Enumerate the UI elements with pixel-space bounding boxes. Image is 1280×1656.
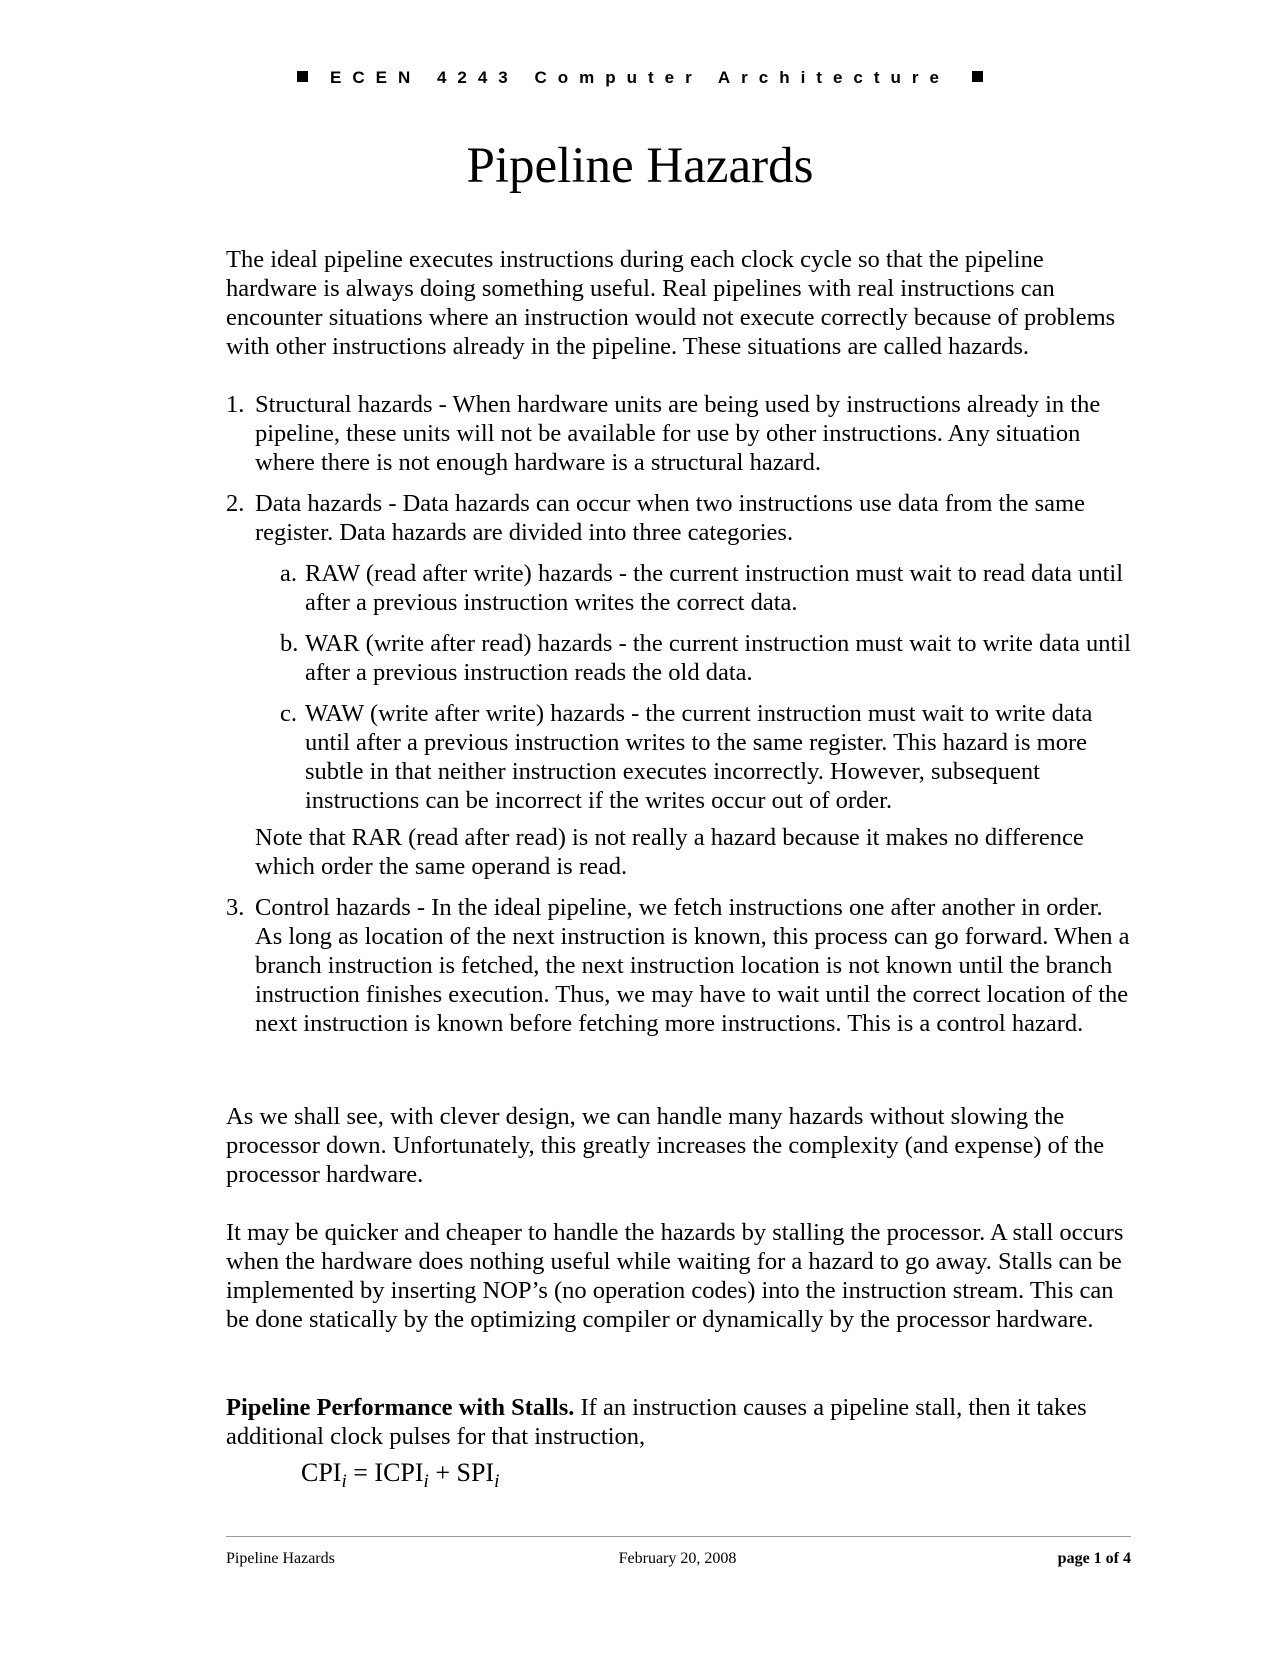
list-item-text: Structural hazards - When hardware units are being used by instructions already in the pipeline, these units will not be available for use by other instructions. Any situation where there is not enough hardware is a structural hazard. bbox=[255, 391, 1101, 476]
sub-item-text: WAW (write after write) hazards - the current instruction must wait to write data until after a previous instruction writes to the same register. This hazard is more subtle in that neither instruction executes incorrectly. However, subsequent instructions can be incorrect if the writes occur out of order. bbox=[305, 700, 1093, 814]
section-heading: Pipeline Performance with Stalls. bbox=[226, 1394, 575, 1421]
list-item-number: 2. bbox=[226, 490, 245, 517]
list-item-number: 1. bbox=[226, 391, 245, 418]
header-course: ECEN 4243 Computer Architecture bbox=[329, 68, 950, 87]
sub-item-letter: b. bbox=[280, 630, 299, 657]
performance-paragraph bbox=[226, 1393, 1131, 1451]
running-header bbox=[0, 68, 1280, 88]
rar-note: Note that RAR (read after read) is not really a hazard because it makes no difference which order the same operand is read. bbox=[255, 824, 1084, 880]
sub-list-item bbox=[255, 699, 1131, 815]
formula-equals: = bbox=[346, 1458, 375, 1487]
list-item-text: Data hazards - Data hazards can occur when two instructions use data from the same register. Data hazards are divided into three categories. bbox=[255, 490, 1085, 546]
performance-text: If an instruction causes a pipeline stall, then it takes additional clock pulses for that instruction, bbox=[226, 1394, 1087, 1450]
header-square-right bbox=[972, 71, 983, 82]
list-item bbox=[226, 893, 1131, 1038]
page-title: Pipeline Hazards bbox=[466, 138, 814, 194]
list-item-text: Control hazards - In the ideal pipeline, we fetch instructions one after another in order. As long as location of the next instruction is known, this process can go forward. When a branch instruction is fetched, the next instruction location is not known until the branch instruction finishes execution. Thus, we may have to wait until the correct location of the next instruction is known before fetching more instructions. This is a control hazard. bbox=[255, 894, 1130, 1037]
sub-item-letter: c. bbox=[280, 700, 297, 727]
footer-rule bbox=[226, 1536, 1131, 1537]
sub-item-text: RAW (read after write) hazards - the current instruction must wait to read data until after a previous instruction writes the correct data. bbox=[305, 560, 1124, 616]
footer-left: Pipeline Hazards bbox=[226, 1550, 335, 1567]
intro-paragraph: The ideal pipeline executes instructions during each clock cycle so that the pipeline hardware is always doing something useful. Real pipelines with real instructions can encounter situations where an instruction would not execute correctly because of problems with other instructions already in the pipeline. These situations are called hazards. bbox=[226, 246, 1116, 360]
footer-date: February 20, 2008 bbox=[618, 1550, 737, 1567]
sub-item-letter: a. bbox=[280, 560, 297, 587]
formula-plus: + bbox=[428, 1458, 457, 1487]
clever-design-paragraph: As we shall see, with clever design, we can handle many hazards without slowing the processor down. Unfortunately, this greatly increases the complexity (and expense) of the processor hardware. bbox=[226, 1103, 1105, 1188]
page-number: page 1 of 4 bbox=[1057, 1550, 1131, 1567]
list-item bbox=[226, 489, 1131, 881]
cpi-formula bbox=[301, 1457, 499, 1498]
formula-subscript: i bbox=[494, 1471, 500, 1493]
formula-term-2: SPI bbox=[456, 1458, 495, 1487]
list-item bbox=[226, 390, 1131, 477]
sub-list-item bbox=[255, 629, 1131, 687]
formula-subscript: i bbox=[341, 1471, 347, 1493]
sub-list-item bbox=[255, 559, 1131, 617]
header-square-left bbox=[297, 71, 308, 82]
formula-lhs: CPI bbox=[301, 1458, 342, 1487]
sub-item-text: WAR (write after read) hazards - the current instruction must wait to write data until after a previous instruction reads the old data. bbox=[305, 630, 1131, 686]
hazard-list bbox=[226, 390, 1131, 1050]
stall-paragraph: It may be quicker and cheaper to handle the hazards by stalling the processor. A stall occurs when the hardware does nothing useful while waiting for a hazard to go away. Stalls can be implemented by inserting NOP’s (no operation codes) into the instruction stream. This can be done statically by the optimizing compiler or dynamically by the processor hardware. bbox=[226, 1219, 1124, 1333]
list-item-number: 3. bbox=[226, 894, 245, 921]
formula-subscript: i bbox=[423, 1471, 429, 1493]
formula-term-1: ICPI bbox=[374, 1458, 424, 1487]
